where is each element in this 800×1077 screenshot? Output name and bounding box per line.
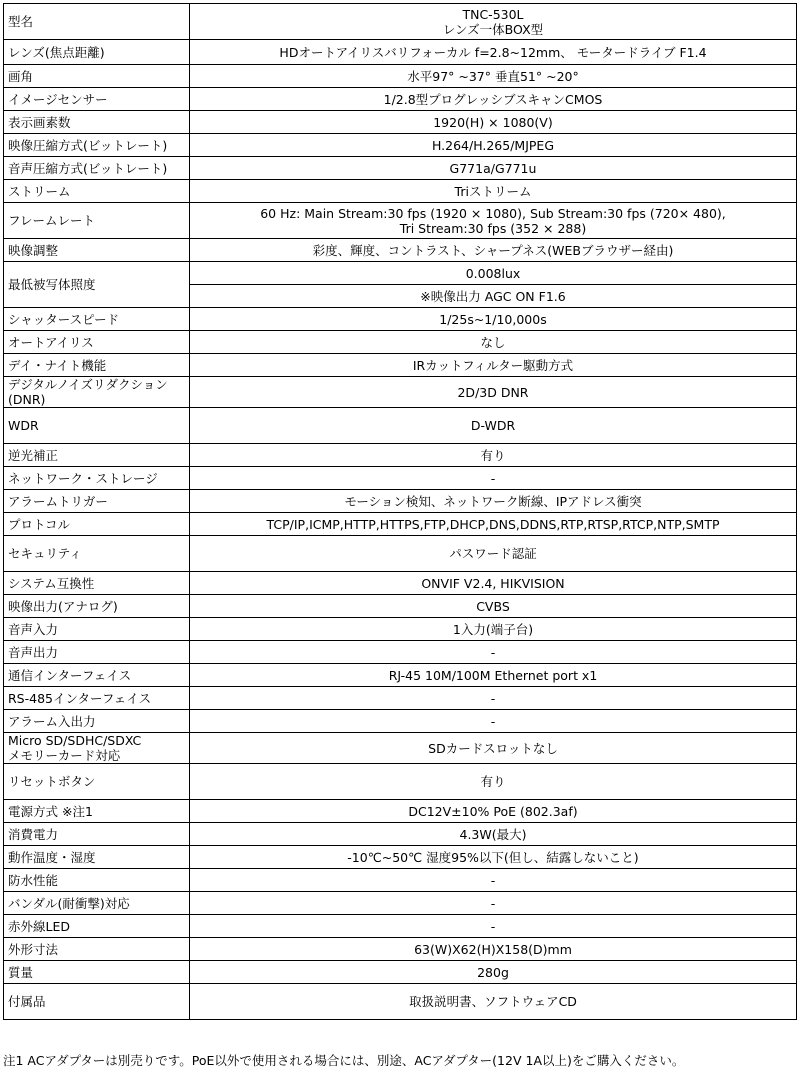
spec-value: ONVIF V2.4, HIKVISION [421, 575, 565, 591]
spec-value: 有り [480, 447, 506, 463]
spec-value: 有り [480, 774, 506, 789]
spec-value: ※映像出力 AGC ON F1.6 [420, 288, 566, 304]
spec-value: 280g [477, 964, 509, 980]
spec-label: ストリーム [8, 183, 71, 199]
spec-row [4, 111, 797, 134]
spec-label: Micro SD/SDHC/SDXC [8, 733, 142, 748]
spec-label-cell [4, 984, 190, 1020]
spec-value: - [490, 470, 496, 486]
spec-row [4, 354, 797, 377]
spec-row [4, 408, 797, 444]
spec-value-cell [190, 823, 797, 846]
spec-row [4, 134, 797, 157]
spec-label-cell [4, 915, 190, 938]
spec-row [4, 892, 797, 915]
spec-row [4, 800, 797, 823]
spec-value: 60 Hz: Main Stream:30 fps (1920 × 1080), Sub Stream:30 fps (720× 480), [260, 205, 726, 221]
spec-value-cell [190, 4, 797, 40]
spec-label-cell [4, 490, 190, 513]
spec-row [4, 915, 797, 938]
spec-value: - [490, 644, 496, 660]
spec-label: 電源方式 ※注1 [8, 803, 93, 819]
spec-value-cell [190, 915, 797, 938]
spec-row [4, 710, 797, 733]
spec-label-cell [4, 262, 190, 308]
spec-label-cell [4, 641, 190, 664]
spec-label: バンダル(耐衝撃)対応 [8, 895, 130, 911]
spec-row [4, 961, 797, 984]
spec-label: プロトコル [8, 516, 71, 532]
spec-label-cell [4, 710, 190, 733]
spec-row [4, 331, 797, 354]
spec-row [4, 641, 797, 664]
spec-label-cell [4, 846, 190, 869]
spec-value-cell [190, 513, 797, 536]
spec-value-cell [190, 377, 797, 408]
spec-label-cell [4, 157, 190, 180]
spec-label-cell [4, 134, 190, 157]
spec-table [3, 3, 797, 1020]
spec-row [4, 846, 797, 869]
spec-label-cell [4, 664, 190, 687]
spec-value-cell [190, 444, 797, 467]
spec-label: 映像調整 [8, 242, 59, 258]
spec-value: SDカードスロットなし [428, 740, 558, 756]
spec-value-cell [190, 88, 797, 111]
spec-value: CVBS [476, 598, 510, 614]
spec-label-cell [4, 938, 190, 961]
spec-label-cell [4, 40, 190, 65]
spec-label: デイ・ナイト機能 [8, 357, 107, 373]
spec-value-cell [190, 572, 797, 595]
spec-row [4, 467, 797, 490]
spec-label: 型名 [8, 14, 34, 29]
spec-value: パスワード認証 [449, 546, 537, 561]
spec-label: 最低被写体照度 [8, 277, 96, 292]
spec-value: 1/2.8型プログレッシブスキャンCMOS [383, 91, 603, 107]
spec-value-cell [190, 331, 797, 354]
spec-value-cell [190, 664, 797, 687]
spec-value-cell [190, 134, 797, 157]
spec-value-cell [190, 203, 797, 239]
spec-row [4, 572, 797, 595]
spec-label: 音声出力 [8, 644, 59, 660]
spec-value: TCP/IP,ICMP,HTTP,HTTPS,FTP,DHCP,DNS,DDNS,RTP,RTSP,RTCP,NTP,SMTP [266, 516, 720, 532]
spec-value: - [490, 872, 496, 888]
spec-row [4, 65, 797, 88]
spec-value-cell [190, 262, 797, 285]
spec-row [4, 239, 797, 262]
spec-label: シャッタースピード [8, 311, 120, 327]
spec-value: - [490, 713, 496, 729]
spec-row [4, 764, 797, 800]
spec-value-cell [190, 641, 797, 664]
spec-value-cell [190, 111, 797, 134]
spec-value: レンズ一体BOX型 [442, 21, 544, 37]
spec-value: 1入力(端子台) [452, 621, 534, 637]
spec-value-cell [190, 467, 797, 490]
spec-value-cell [190, 180, 797, 203]
spec-label-cell [4, 331, 190, 354]
spec-label: 通信インターフェイス [8, 667, 132, 683]
spec-label: セキュリティ [8, 546, 82, 561]
spec-label-cell [4, 687, 190, 710]
spec-value-cell [190, 733, 797, 764]
spec-row [4, 203, 797, 239]
spec-label: 画角 [8, 68, 34, 84]
spec-label-cell [4, 377, 190, 408]
spec-label-cell [4, 111, 190, 134]
spec-label: WDR [8, 418, 39, 433]
spec-value: RJ-45 10M/100M Ethernet port x1 [388, 667, 598, 683]
spec-value-cell [190, 869, 797, 892]
spec-value: Triストリーム [454, 183, 532, 199]
spec-row [4, 823, 797, 846]
footnote: 注1 ACアダプターは別売りです。PoE以外で使用される場合には、別途、ACアダプター(12V 1A以上)をご購入ください。 [3, 1053, 685, 1068]
spec-row [4, 444, 797, 467]
spec-label-cell [4, 764, 190, 800]
spec-label: 外形寸法 [8, 941, 59, 957]
spec-label: 動作温度・湿度 [8, 849, 96, 865]
spec-value: 取扱説明書、ソフトウェアCD [409, 994, 577, 1009]
spec-label: フレームレート [8, 213, 96, 228]
spec-value: IRカットフィルター駆動方式 [412, 357, 574, 373]
spec-label: (DNR) [8, 392, 46, 407]
spec-label: 質量 [8, 964, 34, 980]
spec-value: 水平97° ~37° 垂直51° ~20° [407, 68, 579, 84]
spec-row [4, 984, 797, 1020]
spec-label-cell [4, 408, 190, 444]
spec-value-cell [190, 490, 797, 513]
spec-label-cell [4, 572, 190, 595]
spec-label-cell [4, 65, 190, 88]
spec-label-cell [4, 595, 190, 618]
spec-table-body [4, 4, 797, 1020]
spec-value-cell [190, 687, 797, 710]
spec-value: G771a/G771u [449, 160, 537, 176]
spec-label: デジタルノイズリダクション [8, 377, 168, 392]
spec-value-cell [190, 595, 797, 618]
spec-label-cell [4, 618, 190, 641]
spec-label-cell [4, 88, 190, 111]
spec-label: 逆光補正 [8, 447, 59, 463]
spec-label: 付属品 [8, 994, 46, 1009]
spec-row [4, 40, 797, 65]
spec-label: 赤外線LED [8, 918, 70, 934]
spec-value: モーション検知、ネットワーク断線、IPアドレス衝突 [344, 493, 642, 509]
spec-value-cell [190, 65, 797, 88]
spec-label: 映像圧縮方式(ビットレート) [8, 137, 168, 153]
spec-value: DC12V±10% PoE (802.3af) [408, 803, 578, 819]
spec-label-cell [4, 823, 190, 846]
spec-value: D-WDR [470, 418, 516, 433]
spec-value: -10℃~50℃ 湿度95%以下(但し、結露しないこと) [347, 849, 639, 865]
spec-value-cell [190, 536, 797, 572]
spec-row [4, 664, 797, 687]
spec-value: 2D/3D DNR [457, 384, 529, 400]
spec-row [4, 157, 797, 180]
spec-label-cell [4, 513, 190, 536]
spec-row [4, 180, 797, 203]
spec-value-cell [190, 308, 797, 331]
spec-label-cell [4, 961, 190, 984]
spec-label: 防水性能 [8, 872, 59, 888]
spec-value: 0.008lux [465, 265, 521, 281]
spec-label: オートアイリス [8, 334, 94, 350]
spec-label-cell [4, 536, 190, 572]
spec-value-cell [190, 408, 797, 444]
spec-value: - [490, 690, 496, 706]
spec-value: 1920(H) × 1080(V) [433, 114, 553, 130]
spec-label-cell [4, 354, 190, 377]
spec-value: 1/25s~1/10,000s [439, 311, 547, 327]
spec-label-cell [4, 180, 190, 203]
spec-row [4, 536, 797, 572]
spec-value-cell [190, 938, 797, 961]
spec-value-cell [190, 157, 797, 180]
spec-row [4, 308, 797, 331]
spec-value: なし [480, 334, 506, 350]
spec-label-cell [4, 308, 190, 331]
spec-label: 表示画素数 [8, 114, 71, 130]
spec-row [4, 869, 797, 892]
spec-value-cell [190, 892, 797, 915]
spec-label-cell [4, 203, 190, 239]
spec-value-cell [190, 285, 797, 308]
spec-value: - [490, 895, 496, 911]
spec-value-cell [190, 40, 797, 65]
spec-value: 4.3W(最大) [459, 826, 527, 842]
spec-label: メモリーカード対応 [8, 748, 121, 763]
spec-row [4, 687, 797, 710]
spec-value-cell [190, 239, 797, 262]
spec-value: Tri Stream:30 fps (352 × 288) [399, 220, 587, 236]
spec-row [4, 618, 797, 641]
spec-label: アラーム入出力 [8, 713, 96, 729]
spec-value-cell [190, 846, 797, 869]
spec-row [4, 938, 797, 961]
spec-label: 音声圧縮方式(ビットレート) [8, 160, 168, 176]
spec-row [4, 733, 797, 764]
spec-label-cell [4, 733, 190, 764]
spec-label: システム互換性 [8, 575, 95, 591]
spec-label: レンズ(焦点距離) [8, 44, 105, 60]
spec-label: RS-485インターフェイス [8, 690, 152, 706]
spec-value-cell [190, 800, 797, 823]
spec-value: TNC-530L [462, 6, 524, 22]
spec-row [4, 490, 797, 513]
spec-label-cell [4, 4, 190, 40]
spec-label: 消費電力 [8, 826, 59, 842]
spec-value-cell [190, 618, 797, 641]
spec-label-cell [4, 800, 190, 823]
spec-value: H.264/H.265/MJPEG [431, 137, 555, 153]
spec-row [4, 88, 797, 111]
spec-label: ネットワーク・ストレージ [8, 470, 158, 486]
spec-value-cell [190, 764, 797, 800]
spec-label: 音声入力 [8, 621, 59, 637]
spec-value: 彩度、輝度、コントラスト、シャープネス(WEBブラウザー経由) [312, 242, 674, 258]
spec-label-cell [4, 444, 190, 467]
spec-value-cell [190, 354, 797, 377]
spec-row [4, 262, 797, 285]
spec-label-cell [4, 869, 190, 892]
spec-row [4, 4, 797, 40]
spec-label: アラームトリガー [8, 493, 108, 509]
spec-label: イメージセンサー [8, 91, 108, 107]
spec-value: 63(W)X62(H)X158(D)mm [414, 941, 572, 957]
spec-value-cell [190, 961, 797, 984]
spec-label-cell [4, 467, 190, 490]
spec-row [4, 377, 797, 408]
spec-value: HDオートアイリスバリフォーカル f=2.8~12mm、 モータードライブ F1.4 [279, 44, 707, 60]
spec-value-cell [190, 710, 797, 733]
spec-label: リセットボタン [8, 774, 96, 789]
spec-row [4, 595, 797, 618]
spec-row [4, 513, 797, 536]
spec-label-cell [4, 239, 190, 262]
spec-value: - [490, 918, 496, 934]
spec-label-cell [4, 892, 190, 915]
spec-value-cell [190, 984, 797, 1020]
spec-label: 映像出力(アナログ) [8, 598, 118, 614]
